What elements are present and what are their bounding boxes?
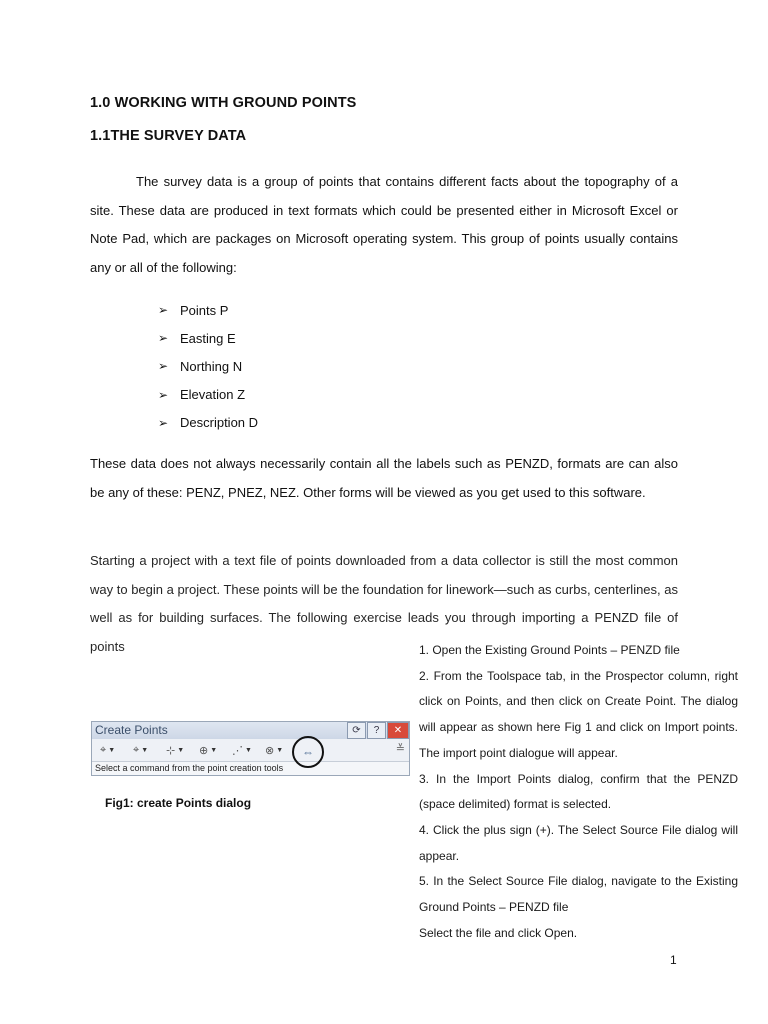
- create-points-toolbar: [91, 721, 410, 776]
- point-tool-button[interactable]: [133, 744, 162, 757]
- steps-list: [419, 638, 738, 946]
- dropdown-icon[interactable]: ▼: [276, 746, 284, 754]
- point-tool-button[interactable]: [265, 744, 294, 757]
- close-button[interactable]: ✕: [387, 722, 409, 739]
- arrow-bullet-icon: ➢: [158, 331, 169, 346]
- point-tool-icon: ⊕: [199, 744, 209, 757]
- toolbar-title: Create Points: [95, 723, 168, 737]
- help-button[interactable]: ?: [367, 722, 386, 739]
- bullet-list: [158, 296, 258, 437]
- import-points-button[interactable]: [292, 736, 324, 768]
- paragraph-intro: The survey data is a group of points that contains different facts about the topography of a site. These data are produced in text formats which could be presented either in Microsoft Excel or Note Pad, which are packages on Microsoft operating system. This group of points usually contains any or all of the following:: [90, 174, 678, 275]
- arrow-bullet-icon: ➢: [158, 387, 169, 402]
- step-item: Select the file and click Open.: [419, 925, 578, 940]
- paragraph-formats: These data does not always necessarily contain all the labels such as PENZD, formats are can also be any of these: PENZ, PNEZ, NEZ. Other forms will be viewed as you get used to this software.: [90, 456, 678, 500]
- figure-caption: Fig1: create Points dialog: [105, 796, 252, 810]
- arrow-bullet-icon: ➢: [158, 359, 169, 374]
- toolbar-title-bar: [92, 722, 409, 739]
- step-item: 4. Click the plus sign (+). The Select Source File dialog will appear.: [419, 822, 738, 863]
- toolbar-tools: [92, 739, 409, 761]
- point-tool-icon: ⊗: [265, 744, 275, 757]
- point-tool-icon: ⌖: [133, 743, 140, 756]
- dropdown-icon[interactable]: ▼: [177, 746, 185, 754]
- list-item: ➢ Northing N: [158, 358, 243, 374]
- page-number: 1: [670, 953, 677, 967]
- arrow-bullet-icon: ➢: [158, 415, 169, 430]
- step-item: 2. From the Toolspace tab, in the Prospector column, right click on Points, and then click on Create Point. The dialog will appear as shown here Fig 1 and click on Import points. The import point dialogue will appear.: [419, 668, 738, 760]
- point-tool-button[interactable]: [100, 744, 129, 757]
- list-item: ➢ Easting E: [158, 330, 236, 346]
- heading-survey-data: 1.1THE SURVEY DATA: [90, 128, 247, 144]
- list-item: ➢ Elevation Z: [158, 387, 246, 403]
- dropdown-icon[interactable]: ▼: [245, 746, 252, 754]
- chevron-down-icon[interactable]: ≚: [395, 743, 405, 755]
- point-tool-icon: ⌖: [100, 743, 107, 756]
- step-item: 3. In the Import Points dialog, confirm that the PENZD (space delimited) format is selected.: [419, 771, 738, 812]
- import-points-icon: ⇔: [302, 745, 314, 759]
- point-tool-button[interactable]: [166, 744, 195, 757]
- point-tool-icon: ⊹: [166, 744, 176, 757]
- step-item: 1. Open the Existing Ground Points – PENZD file: [419, 643, 680, 657]
- point-tool-icon: ⋰: [232, 744, 243, 757]
- toolbar-options-button[interactable]: ⟳: [347, 722, 366, 739]
- toolbar-status: Select a command from the point creation tools: [92, 761, 409, 775]
- dropdown-icon[interactable]: ▼: [108, 746, 116, 754]
- point-tool-button[interactable]: [232, 744, 261, 757]
- list-item: ➢ Points P: [158, 302, 229, 318]
- dropdown-icon[interactable]: ▼: [210, 746, 218, 754]
- arrow-bullet-icon: ➢: [158, 303, 169, 318]
- dropdown-icon[interactable]: ▼: [141, 746, 149, 754]
- paragraph-project: Starting a project with a text file of points downloaded from a data collector is still the most common way to begin a project. These points will be the foundation for linework—such as curbs, centerlines, as well as for building surfaces. The following exercise leads you through importing a PENZD file of points: [90, 553, 678, 654]
- list-item: ➢ Description D: [158, 415, 259, 431]
- heading-working-with-ground-points: 1.0 WORKING WITH GROUND POINTS: [90, 95, 357, 111]
- step-item: 5. In the Select Source File dialog, navigate to the Existing Ground Points – PENZD file: [419, 874, 738, 915]
- point-tool-button[interactable]: [199, 744, 228, 757]
